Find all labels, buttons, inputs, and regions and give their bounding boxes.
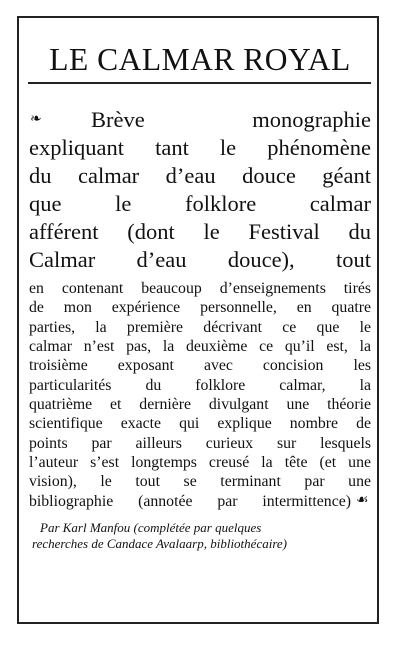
- large-line-2: expliquant tant le phénomène: [29, 135, 371, 160]
- credit-line-1: Par Karl Manfou (complétée par quelques: [40, 520, 262, 535]
- large-line-3: du calmar d’eau douce géant: [29, 163, 371, 188]
- small-line-9: points par ailleurs curieux sur lesquels: [29, 435, 371, 452]
- leaf-ornament-start: ❧: [30, 112, 42, 127]
- large-line-5: afférent (dont le Festival du: [29, 219, 371, 244]
- page-title: LE CALMAR ROYAL: [49, 42, 351, 77]
- small-line-8: scientifique exacte qui explique nombre de: [29, 415, 371, 432]
- large-line-6: Calmar d’eau douce), tout: [29, 247, 371, 272]
- small-line-4: calmar n’est pas, la deuxième ce qu’il est, la: [29, 338, 371, 355]
- credit-line-2: recherches de Candace Avalaarp, bibliothécaire): [32, 536, 287, 551]
- small-line-5: troisième exposant avec concision les: [29, 357, 371, 374]
- large-line-1: Brève monographie: [91, 107, 371, 132]
- title-rule: [28, 82, 371, 84]
- leaf-ornament-end: ☙: [356, 493, 369, 508]
- small-line-2: de mon expérience personnelle, en quatre: [29, 299, 371, 316]
- small-line-3: parties, la première décrivant ce que le: [29, 319, 371, 336]
- small-line-12: bibliographie (annotée par intermittence): [29, 493, 351, 510]
- small-line-11: vision), le tout se terminant par une: [29, 473, 371, 490]
- small-line-10: l’auteur s’est longtemps creusé la tête (et une: [29, 454, 371, 471]
- small-line-1: en contenant beaucoup d’enseignements tirés: [29, 280, 371, 297]
- small-line-7: quatrième et dernière divulgant une théorie: [29, 396, 371, 413]
- small-line-6: particularités du folklore calmar, la: [29, 377, 371, 394]
- large-line-4: que le folklore calmar: [29, 191, 371, 216]
